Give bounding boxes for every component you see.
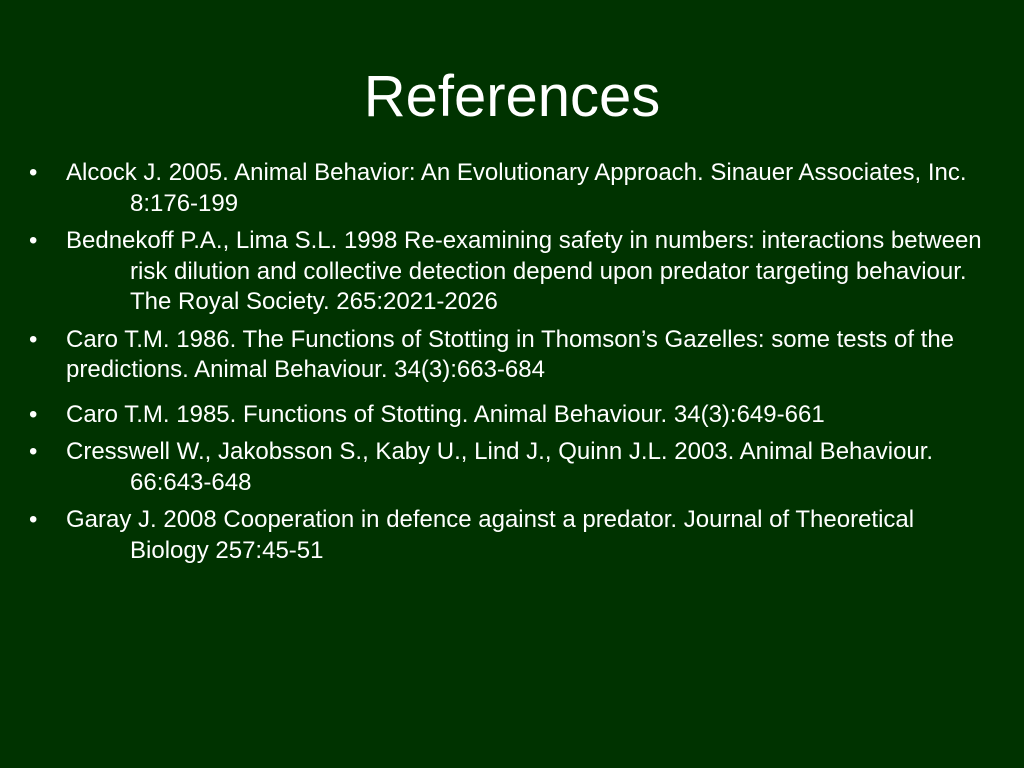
- bullet-icon: •: [29, 506, 38, 533]
- reference-text: Cresswell W., Jakobsson S., Kaby U., Lind J., Quinn J.L. 2003. Animal Behaviour. 66:643-648: [66, 438, 934, 496]
- list-item: [0, 400, 1024, 431]
- bullet-icon: •: [29, 227, 38, 254]
- list-item: [0, 505, 1024, 566]
- reference-text: Caro T.M. 1985. Functions of Stotting. Animal Behaviour. 34(3):649-661: [66, 400, 825, 428]
- list-item: [0, 325, 1024, 386]
- reference-text: Bednekoff P.A., Lima S.L. 1998 Re-examining safety in numbers: interactions between risk dilution and collective detection depend upon predator targeting behaviour. The Royal Society. 265:2021-2026: [66, 227, 982, 315]
- reference-list: [0, 158, 1024, 573]
- reference-text: Caro T.M. 1986. The Functions of Stotting in Thomson’s Gazelles: some tests of the predictions. Animal Behaviour. 34(3):663-684: [66, 325, 955, 383]
- bullet-icon: •: [29, 159, 38, 186]
- bullet-icon: •: [29, 438, 38, 465]
- reference-text: Alcock J. 2005. Animal Behavior: An Evolutionary Approach. Sinauer Associates, Inc. 8:176-199: [66, 159, 967, 217]
- slide-title: References: [363, 64, 661, 129]
- reference-text: Garay J. 2008 Cooperation in defence against a predator. Journal of Theoretical Biology 257:45-51: [66, 506, 915, 564]
- bullet-icon: •: [29, 325, 38, 353]
- list-item: [0, 437, 1024, 498]
- list-item: [0, 158, 1024, 219]
- bullet-icon: •: [29, 400, 38, 428]
- list-item: [0, 226, 1024, 318]
